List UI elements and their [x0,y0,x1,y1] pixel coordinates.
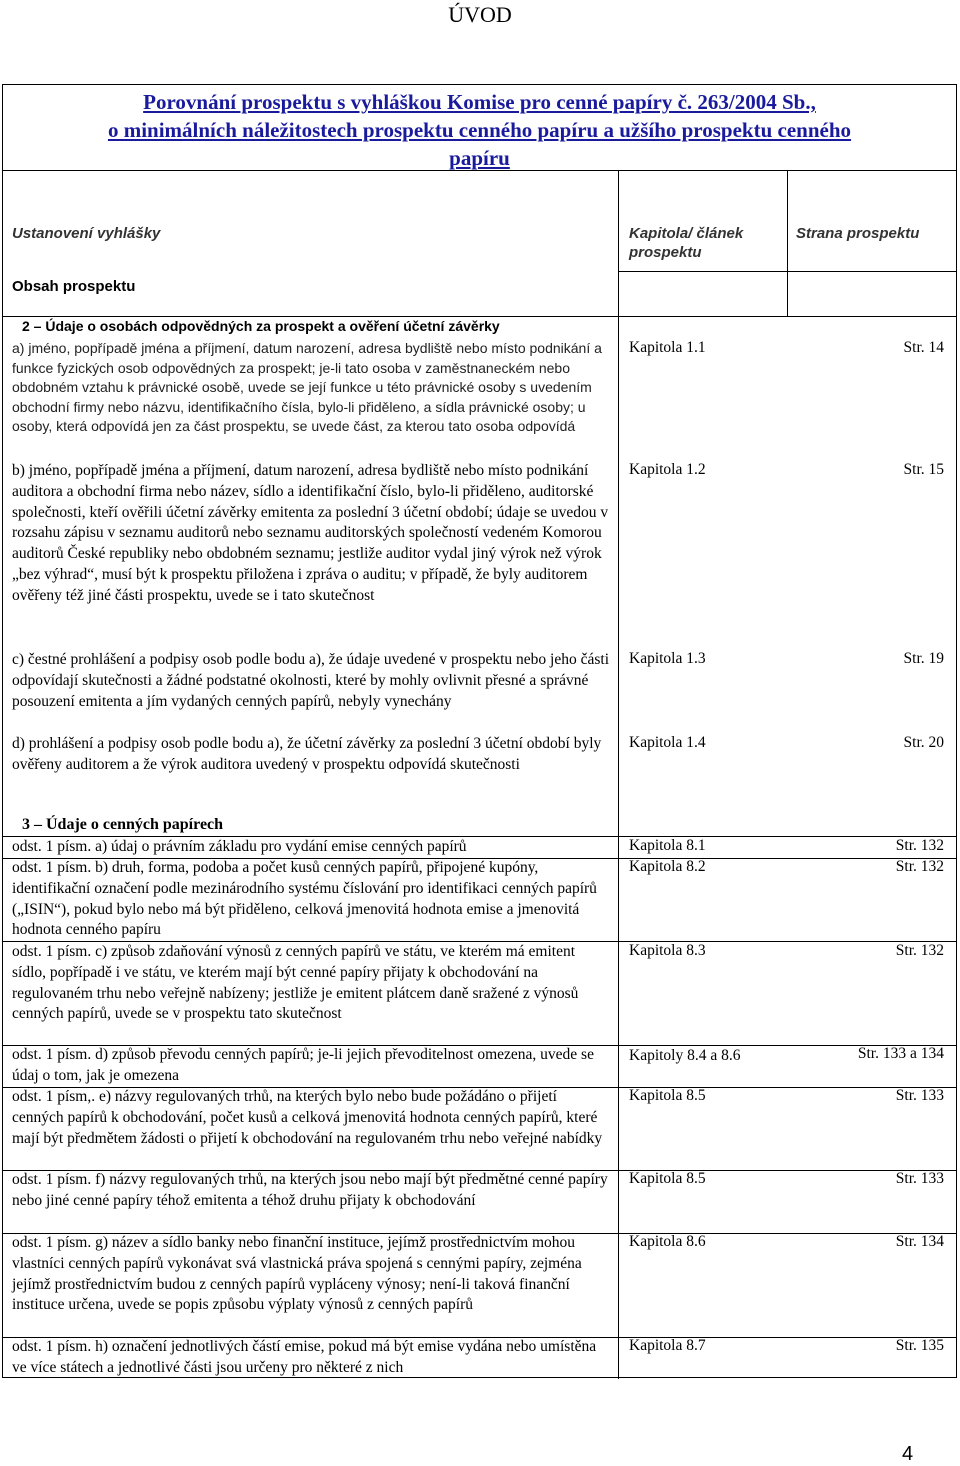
chapter-ref: Kapitola 1.4 [629,734,706,751]
column-header-page: Strana prospektu [796,225,920,242]
column-header-chapter: Kapitola/ článek prospektu [629,225,744,261]
table-row-text: odst. 1 písm. f) názvy regulovaných trhů, na kterých jsou nebo mají být předmětné cenné papíry nebo jiné cenné papíry téhož emitenta a téhož druhu přijaty k obchodování [12,1171,608,1209]
column-divider [618,171,619,1379]
page-ref: Str. 135 [895,1337,944,1354]
page-ref: Str. 14 [903,339,944,356]
page-heading: ÚVOD [448,2,512,27]
table-row-text: odst. 1 písm. g) název a sídlo banky nebo finanční instituce, jejímž prostřednictvím mohou vlastníci cenných papírů vykonávat svá vlastnická práva spojená s cennými papíry, zejména jejímž prostřednictvím budou z cenných papírů vypláceny výnosy; není-li taková finanční instituce určena, uvede se popis způsobu výplaty výnosů z cenných papírů [12,1234,582,1314]
table-row-text: odst. 1 písm. b) druh, forma, podoba a počet kusů cenných papírů, připojené kupóny, identifikační označení podle mezinárodního systému číslování pro identifikaci cenných papírů („ISIN“), pokud bylo nebo má být přiděleno, celková jmenovitá hodnota emise a jmenovitá hodnota cenného papíru [12,859,597,939]
column-header-provision: Ustanovení vyhlášky [12,225,161,242]
page-ref: Str. 133 a 134 [857,1045,944,1062]
comparison-table [2,84,957,1378]
chapter-ref: Kapitola 1.3 [629,650,706,667]
page-ref: Str. 134 [895,1233,944,1250]
chapter-ref: Kapitola 8.2 [629,858,706,875]
page-ref: Str. 132 [895,837,944,854]
row-divider [618,271,957,272]
page-number: 4 [902,1443,914,1465]
page-ref: Str. 19 [903,650,944,667]
page-ref: Str. 133 [895,1170,944,1187]
table-row-text: c) čestné prohlášení a podpisy osob podle bodu a), že údaje uvedené v prospektu nebo jeho části odpovídají skutečnosti a žádné podstatné okolnosti, které by mohly ovlivnit přesné a správné posouzení emitenta a jím vydaných cenných papírů, nebyly vynechány [12,651,609,710]
chapter-ref: Kapitoly 8.4 a 8.6 [629,1047,741,1064]
table-row-text: d) prohlášení a podpisy osob podle bodu a), že účetní závěrky za poslední 3 účetní období byly ověřeny auditorem a že výrok auditora uvedený v prospektu odpovídá skutečnosti [12,735,602,773]
chapter-ref: Kapitola 8.6 [629,1233,706,1250]
table-row-text: odst. 1 písm. d) způsob převodu cenných papírů; je-li jejich převoditelnost omezena, uvede se údaj o tom, jak je omezena [12,1046,594,1084]
document-title: Porovnání prospektu s vyhláškou Komise pro cenné papíry č. 263/2004 Sb., o minimálních náležitostech prospektu cenného papíru a užšího prospektu cenného papíru [3,85,956,171]
chapter-ref: Kapitola 8.7 [629,1337,706,1354]
section-heading: 2 – Údaje o osobách odpovědných za prospekt a ověření účetní závěrky [22,318,500,334]
section-heading: 3 – Údaje o cenných papírech [22,816,224,833]
table-row-text: a) jméno, popřípadě jména a příjmení, datum narození, adresa bydliště nebo místo podnikání a funkce fyzických osob odpovědných za prospekt; je-li tato osoba v zaměstnaneckém nebo obdobném vztahu k právnické osobě, uvede se její funkce u této právnické osoby s uvedením obchodní firmy nebo názvu, identifikačního čísla, bylo-li přiděleno, a sídla právnické osoby; u osoby, která odpovídá jen za část prospektu, se uvede část, za kterou tato osoba odpovídá [12,340,602,434]
chapter-ref: Kapitola 8.5 [629,1170,706,1187]
table-row-text: odst. 1 písm,. e) názvy regulovaných trhů, na kterých bylo nebo bude požádáno o přijetí cenných papírů k obchodování, počet kusů a celková jmenovitá hodnota cenných papírů, které mají být předmětem žádosti o přijetí k obchodování na regulovaném trhu nebo veřejné nabídky [12,1088,603,1147]
page-ref: Str. 20 [903,734,944,751]
page-ref: Str. 15 [903,461,944,478]
chapter-ref: Kapitola 8.5 [629,1087,706,1104]
chapter-ref: Kapitola 1.1 [629,339,706,356]
table-row-text: odst. 1 písm. a) údaj o právním základu pro vydání emise cenných papírů [12,838,467,855]
page-ref: Str. 132 [895,858,944,875]
table-row-text: b) jméno, popřípadě jména a příjmení, datum narození, adresa bydliště nebo místo podnikání auditora a obchodní firma nebo název, sídlo a identifikační číslo, bylo-li přiděleno, auditorské společnosti, kteří ověřili účetní závěrky emitenta za poslední 3 účetní období; údaje se uvedou v rozsahu zápisu v seznamu auditorů nebo seznamu auditorských společností vedeném Komorou auditorů České republiky nebo obdobném seznamu; jestliže auditor vydal jiný výrok než výrok „bez výhrad“, musí být k prospektu přiložena i zpráva o auditu; v případě, že byly auditorem ověřeny též jiné části prospektu, uvede se i tato skutečnost [12,462,609,604]
page-ref: Str. 132 [895,942,944,959]
chapter-ref: Kapitola 8.3 [629,942,706,959]
content-label: Obsah prospektu [12,278,136,295]
page-ref: Str. 133 [895,1087,944,1104]
table-row-text: odst. 1 písm. h) označení jednotlivých částí emise, pokud má být emise vydána nebo umístěna ve více státech a jednotlivé části jsou určeny pro některé z nich [12,1338,597,1376]
row-divider [3,316,957,317]
chapter-ref: Kapitola 1.2 [629,461,706,478]
chapter-ref: Kapitola 8.1 [629,837,706,854]
column-divider [787,171,788,316]
table-row-text: odst. 1 písm. c) způsob zdaňování výnosů z cenných papírů ve státu, ve kterém má emitent sídlo, popřípadě i ve státu, ve kterém mají být cenné papíry přijaty k obchodování na regulovaném trhu nebo veřejně nabízeny; jestliže je emitent plátcem daně sražené z výnosů cenných papírů, uvede se v prospektu tato skutečnost [12,943,579,1023]
